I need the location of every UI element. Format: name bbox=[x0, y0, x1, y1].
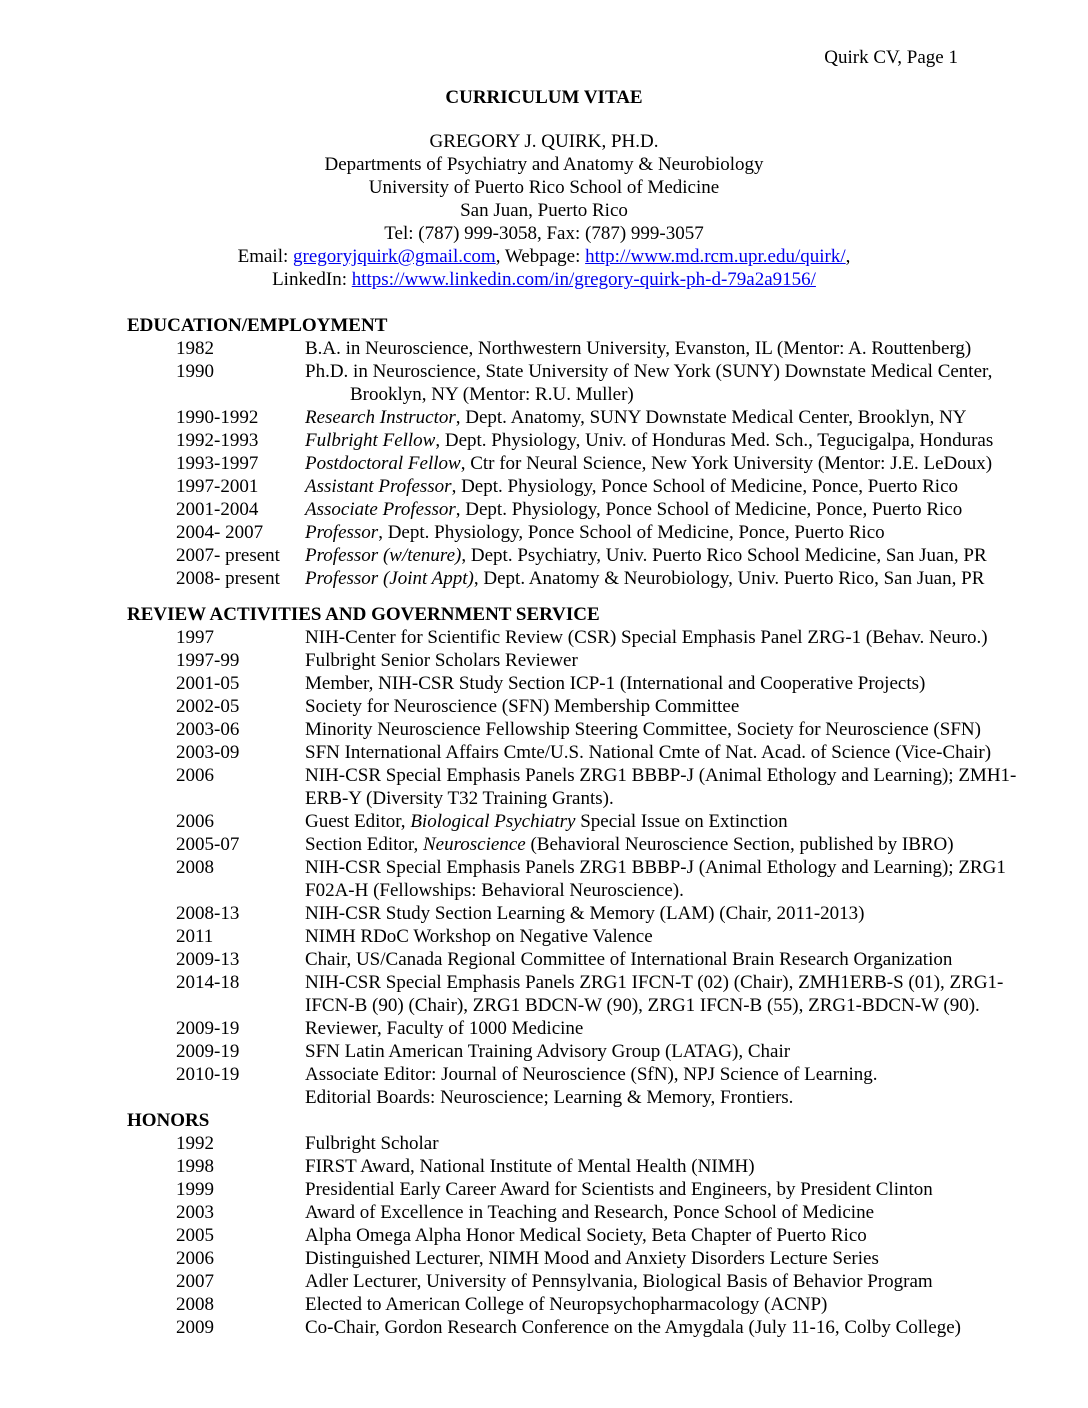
text: IFCN-B (90) (Chair), ZRG1 BDCN-W (90), ZRG1 IFCN-B (55), ZRG1-BDCN-W (90). bbox=[305, 995, 980, 1016]
cv-entry bbox=[0, 971, 1088, 1017]
cv-entry bbox=[0, 1201, 1088, 1224]
text: Special Issue on Extinction bbox=[575, 811, 788, 832]
entry-description bbox=[305, 337, 1088, 360]
entry-description bbox=[305, 521, 1088, 544]
description-line bbox=[305, 948, 1088, 971]
cv-entry bbox=[0, 672, 1088, 695]
text: Adler Lecturer, University of Pennsylvania, Biological Basis of Behavior Program bbox=[305, 1271, 933, 1292]
entry-year: 2001-05 bbox=[176, 673, 240, 694]
description-line bbox=[305, 810, 1088, 833]
text: SFN Latin American Training Advisory Group (LATAG), Chair bbox=[305, 1041, 791, 1062]
text: SFN International Affairs Cmte/U.S. National Cmte of Nat. Acad. of Science (Vice-Chair) bbox=[305, 742, 992, 763]
description-line bbox=[305, 649, 1088, 672]
contact-block bbox=[0, 130, 1088, 291]
description-line bbox=[305, 856, 1088, 879]
description-line bbox=[305, 994, 1088, 1017]
cv-entry bbox=[0, 1017, 1088, 1040]
entry-description bbox=[305, 1293, 1088, 1316]
description-line bbox=[305, 833, 1088, 856]
text: NIH-CSR Special Emphasis Panels ZRG1 BBBP-J (Animal Ethology and Learning); ZRG1 bbox=[305, 857, 1006, 878]
text: Reviewer, Faculty of 1000 Medicine bbox=[305, 1018, 584, 1039]
entry-description bbox=[305, 360, 1088, 406]
cv-entry bbox=[0, 498, 1088, 521]
cv-entry bbox=[0, 1178, 1088, 1201]
text: NIMH RDoC Workshop on Negative Valence bbox=[305, 926, 653, 947]
text: NIH-CSR Study Section Learning & Memory (LAM) (Chair, 2011-2013) bbox=[305, 903, 865, 924]
entry-year: 2003-06 bbox=[176, 719, 240, 740]
description-line bbox=[305, 971, 1088, 994]
document-title: CURRICULUM VITAE bbox=[445, 87, 643, 108]
description-line bbox=[305, 1132, 1088, 1155]
description-line bbox=[305, 1270, 1088, 1293]
entry-year: 1993-1997 bbox=[176, 453, 259, 474]
text: NIH-CSR Special Emphasis Panels ZRG1 BBBP-J (Animal Ethology and Learning); ZMH1- bbox=[305, 765, 1017, 786]
entry-year: 2005 bbox=[176, 1225, 214, 1246]
entry-description bbox=[305, 741, 1088, 764]
cv-entry bbox=[0, 856, 1088, 902]
description-line bbox=[305, 787, 1088, 810]
description-line bbox=[305, 1063, 1088, 1086]
entry-description bbox=[305, 810, 1088, 833]
text: Society for Neuroscience (SFN) Membership Committee bbox=[305, 696, 740, 717]
cv-entry bbox=[0, 475, 1088, 498]
text: , Dept. Anatomy, SUNY Downstate Medical Center, Brooklyn, NY bbox=[455, 407, 967, 428]
text: Elected to American College of Neuropsychopharmacology (ACNP) bbox=[305, 1294, 828, 1315]
cv-entry bbox=[0, 1224, 1088, 1247]
entry-year: 2005-07 bbox=[176, 834, 240, 855]
section-heading: REVIEW ACTIVITIES AND GOVERNMENT SERVICE bbox=[127, 604, 600, 625]
entry-description bbox=[305, 925, 1088, 948]
entry-description bbox=[305, 971, 1088, 1017]
description-line bbox=[305, 741, 1088, 764]
entry-year: 1992 bbox=[176, 1133, 214, 1154]
entry-year: 2011 bbox=[176, 926, 214, 947]
description-line bbox=[305, 879, 1088, 902]
entry-description bbox=[305, 429, 1088, 452]
text: Award of Excellence in Teaching and Research, Ponce School of Medicine bbox=[305, 1202, 875, 1223]
text: FIRST Award, National Institute of Mental Health (NIMH) bbox=[305, 1156, 755, 1177]
entry-description bbox=[305, 1178, 1088, 1201]
entry-description bbox=[305, 649, 1088, 672]
department-line: Departments of Psychiatry and Anatomy & Neurobiology bbox=[324, 154, 764, 175]
cv-entry bbox=[0, 1155, 1088, 1178]
entry-year: 1990-1992 bbox=[176, 407, 259, 428]
entry-description bbox=[305, 902, 1088, 925]
entry-year: 1992-1993 bbox=[176, 430, 259, 451]
cv-entry bbox=[0, 626, 1088, 649]
person-name: GREGORY J. QUIRK, PH.D. bbox=[429, 131, 659, 152]
text: F02A-H (Fellowships: Behavioral Neuroscience). bbox=[305, 880, 684, 901]
description-line bbox=[305, 1247, 1088, 1270]
entry-description bbox=[305, 1201, 1088, 1224]
description-line bbox=[305, 567, 1088, 590]
text: , Dept. Psychiatry, Univ. Puerto Rico School Medicine, San Juan, PR bbox=[461, 545, 987, 566]
description-line bbox=[305, 337, 1088, 360]
text: , Dept. Physiology, Ponce School of Medicine, Ponce, Puerto Rico bbox=[451, 476, 959, 497]
description-line bbox=[305, 429, 1088, 452]
description-line bbox=[305, 1201, 1088, 1224]
linkedin-label: LinkedIn: bbox=[272, 269, 352, 290]
text: , Dept. Physiology, Ponce School of Medicine, Ponce, Puerto Rico bbox=[378, 522, 885, 543]
entry-year: 2003 bbox=[176, 1202, 214, 1223]
entry-year: 2006 bbox=[176, 765, 214, 786]
cv-entry bbox=[0, 810, 1088, 833]
description-line bbox=[305, 475, 1088, 498]
text: Editorial Boards: Neuroscience; Learning & Memory, Frontiers. bbox=[305, 1087, 794, 1108]
entry-year: 2007 bbox=[176, 1271, 214, 1292]
description-line bbox=[305, 925, 1088, 948]
text: (Behavioral Neuroscience Section, published by IBRO) bbox=[525, 834, 954, 855]
webpage-link[interactable]: http://www.md.rcm.upr.edu/quirk/ bbox=[585, 246, 846, 267]
entry-year: 1997-99 bbox=[176, 650, 240, 671]
italic-text: Neuroscience bbox=[422, 834, 526, 855]
entry-year: 2009-19 bbox=[176, 1041, 240, 1062]
city-line: San Juan, Puerto Rico bbox=[460, 200, 628, 221]
description-line bbox=[305, 1017, 1088, 1040]
entry-description bbox=[305, 1063, 1088, 1109]
email-label: Email: bbox=[237, 246, 293, 267]
entry-description bbox=[305, 948, 1088, 971]
entry-year: 2004- 2007 bbox=[176, 522, 264, 543]
text: Associate Editor: Journal of Neuroscience (SfN), NPJ Science of Learning. bbox=[305, 1064, 878, 1085]
description-line bbox=[305, 521, 1088, 544]
entry-year: 2009-19 bbox=[176, 1018, 240, 1039]
entry-year: 2008- present bbox=[176, 568, 280, 589]
webpage-label: , Webpage: bbox=[495, 246, 586, 267]
page-number: Quirk CV, Page 1 bbox=[824, 47, 958, 68]
section-heading: EDUCATION/EMPLOYMENT bbox=[127, 315, 388, 336]
linkedin-line bbox=[0, 268, 1088, 291]
email-line-end: , bbox=[845, 246, 851, 267]
italic-text: Fulbright Fellow bbox=[305, 430, 436, 451]
cv-entry bbox=[0, 452, 1088, 475]
entry-description bbox=[305, 1316, 1088, 1339]
text: Ph.D. in Neuroscience, State University of New York (SUNY) Downstate Medical Center, bbox=[305, 361, 993, 382]
text: Fulbright Scholar bbox=[305, 1133, 439, 1154]
entry-description bbox=[305, 1155, 1088, 1178]
description-line bbox=[305, 1224, 1088, 1247]
email-link[interactable]: gregoryjquirk@gmail.com bbox=[293, 246, 496, 267]
cv-entry bbox=[0, 649, 1088, 672]
text: Member, NIH-CSR Study Section ICP-1 (International and Cooperative Projects) bbox=[305, 673, 926, 694]
entry-description bbox=[305, 1040, 1088, 1063]
description-line bbox=[305, 1086, 1088, 1109]
entry-year: 1997 bbox=[176, 627, 214, 648]
description-line bbox=[305, 1155, 1088, 1178]
cv-entry bbox=[0, 948, 1088, 971]
entry-description bbox=[305, 672, 1088, 695]
school-line: University of Puerto Rico School of Medicine bbox=[368, 177, 720, 198]
cv-entry bbox=[0, 360, 1088, 406]
description-line bbox=[305, 544, 1088, 567]
entry-description bbox=[305, 626, 1088, 649]
entry-description bbox=[305, 1132, 1088, 1155]
cv-entry bbox=[0, 544, 1088, 567]
entry-year: 2001-2004 bbox=[176, 499, 259, 520]
text: , Ctr for Neural Science, New York University (Mentor: J.E. LeDoux) bbox=[460, 453, 993, 474]
text: , Dept. Physiology, Ponce School of Medicine, Ponce, Puerto Rico bbox=[455, 499, 963, 520]
cv-entry bbox=[0, 521, 1088, 544]
text: , Dept. Physiology, Univ. of Honduras Med. Sch., Tegucigalpa, Honduras bbox=[435, 430, 994, 451]
cv-sections bbox=[0, 314, 1088, 1339]
italic-text: Professor (Joint Appt) bbox=[305, 568, 474, 589]
description-line bbox=[305, 1316, 1088, 1339]
entry-year: 2008 bbox=[176, 857, 214, 878]
text: Minority Neuroscience Fellowship Steering Committee, Society for Neuroscience (SFN) bbox=[305, 719, 981, 740]
entry-description bbox=[305, 1224, 1088, 1247]
entry-year: 2002-05 bbox=[176, 696, 240, 717]
entry-year: 2014-18 bbox=[176, 972, 240, 993]
description-line bbox=[305, 498, 1088, 521]
description-line bbox=[305, 1178, 1088, 1201]
description-line bbox=[305, 1293, 1088, 1316]
description-line bbox=[305, 360, 1088, 383]
cv-entry bbox=[0, 764, 1088, 810]
description-line bbox=[305, 452, 1088, 475]
cv-entry bbox=[0, 902, 1088, 925]
entry-year: 1982 bbox=[176, 338, 214, 359]
entry-year: 2007- present bbox=[176, 545, 280, 566]
entry-description bbox=[305, 567, 1088, 590]
description-line bbox=[305, 695, 1088, 718]
entry-year: 1999 bbox=[176, 1179, 214, 1200]
email-line bbox=[0, 245, 1088, 268]
cv-entry bbox=[0, 429, 1088, 452]
cv-section bbox=[0, 314, 1088, 590]
entry-year: 2006 bbox=[176, 1248, 214, 1269]
entry-description bbox=[305, 498, 1088, 521]
description-line bbox=[305, 626, 1088, 649]
text: Chair, US/Canada Regional Committee of International Brain Research Organization bbox=[305, 949, 953, 970]
entry-description bbox=[305, 544, 1088, 567]
cv-entry bbox=[0, 925, 1088, 948]
cv-entry bbox=[0, 833, 1088, 856]
text: NIH-Center for Scientific Review (CSR) Special Emphasis Panel ZRG-1 (Behav. Neuro.) bbox=[305, 627, 988, 648]
linkedin-link[interactable]: https://www.linkedin.com/in/gregory-quirk-ph-d-79a2a9156/ bbox=[351, 269, 816, 290]
description-line bbox=[305, 672, 1088, 695]
entry-description bbox=[305, 1247, 1088, 1270]
entry-year: 2010-19 bbox=[176, 1064, 240, 1085]
description-line bbox=[305, 718, 1088, 741]
cv-entry bbox=[0, 1316, 1088, 1339]
entry-year: 2009-13 bbox=[176, 949, 240, 970]
text: Distinguished Lecturer, NIMH Mood and Anxiety Disorders Lecture Series bbox=[305, 1248, 879, 1269]
entry-description bbox=[305, 1270, 1088, 1293]
italic-text: Research Instructor bbox=[305, 407, 456, 428]
text: Section Editor, bbox=[305, 834, 423, 855]
entry-description bbox=[305, 695, 1088, 718]
description-line bbox=[305, 764, 1088, 787]
phone-line: Tel: (787) 999-3058, Fax: (787) 999-3057 bbox=[384, 223, 704, 244]
text: Guest Editor, bbox=[305, 811, 411, 832]
italic-text: Assistant Professor bbox=[305, 476, 452, 497]
cv-section bbox=[0, 1109, 1088, 1339]
section-heading: HONORS bbox=[127, 1110, 210, 1131]
text: Alpha Omega Alpha Honor Medical Society, Beta Chapter of Puerto Rico bbox=[305, 1225, 867, 1246]
italic-text: Associate Professor bbox=[305, 499, 456, 520]
cv-entry bbox=[0, 1247, 1088, 1270]
cv-entry bbox=[0, 1132, 1088, 1155]
entry-description bbox=[305, 856, 1088, 902]
text: ERB-Y (Diversity T32 Training Grants). bbox=[305, 788, 614, 809]
entry-year: 2006 bbox=[176, 811, 214, 832]
entry-description bbox=[305, 406, 1088, 429]
text: Co-Chair, Gordon Research Conference on the Amygdala (July 11-16, Colby College) bbox=[305, 1317, 961, 1338]
cv-entry bbox=[0, 1063, 1088, 1109]
entry-description bbox=[305, 764, 1088, 810]
cv-entry bbox=[0, 695, 1088, 718]
cv-entry bbox=[0, 567, 1088, 590]
entry-description bbox=[305, 833, 1088, 856]
cv-entry bbox=[0, 1040, 1088, 1063]
italic-text: Biological Psychiatry bbox=[410, 811, 576, 832]
entry-year: 2008-13 bbox=[176, 903, 240, 924]
cv-entry bbox=[0, 406, 1088, 429]
description-line bbox=[305, 902, 1088, 925]
entry-year: 2009 bbox=[176, 1317, 214, 1338]
text: Presidential Early Career Award for Scientists and Engineers, by President Clinton bbox=[305, 1179, 933, 1200]
text: B.A. in Neuroscience, Northwestern University, Evanston, IL (Mentor: A. Routtenberg) bbox=[305, 338, 972, 359]
italic-text: Postdoctoral Fellow bbox=[305, 453, 461, 474]
entry-description bbox=[305, 718, 1088, 741]
entry-description bbox=[305, 452, 1088, 475]
entry-year: 1997-2001 bbox=[176, 476, 259, 497]
cv-section bbox=[0, 603, 1088, 1109]
italic-text: Professor (w/tenure) bbox=[305, 545, 462, 566]
cv-entry bbox=[0, 337, 1088, 360]
text: , Dept. Anatomy & Neurobiology, Univ. Puerto Rico, San Juan, PR bbox=[473, 568, 985, 589]
entry-year: 1990 bbox=[176, 361, 214, 382]
text: NIH-CSR Special Emphasis Panels ZRG1 IFCN-T (02) (Chair), ZMH1ERB-S (01), ZRG1- bbox=[305, 972, 1004, 993]
cv-entry bbox=[0, 741, 1088, 764]
entry-year: 2003-09 bbox=[176, 742, 240, 763]
description-line bbox=[305, 383, 1088, 406]
entry-year: 1998 bbox=[176, 1156, 214, 1177]
entry-description bbox=[305, 1017, 1088, 1040]
italic-text: Professor bbox=[305, 522, 379, 543]
cv-entry bbox=[0, 1293, 1088, 1316]
entry-description bbox=[305, 475, 1088, 498]
cv-entry bbox=[0, 718, 1088, 741]
entry-year: 2008 bbox=[176, 1294, 214, 1315]
text: Brooklyn, NY (Mentor: R.U. Muller) bbox=[350, 384, 634, 405]
description-line bbox=[305, 406, 1088, 429]
text: Fulbright Senior Scholars Reviewer bbox=[305, 650, 578, 671]
cv-entry bbox=[0, 1270, 1088, 1293]
description-line bbox=[305, 1040, 1088, 1063]
